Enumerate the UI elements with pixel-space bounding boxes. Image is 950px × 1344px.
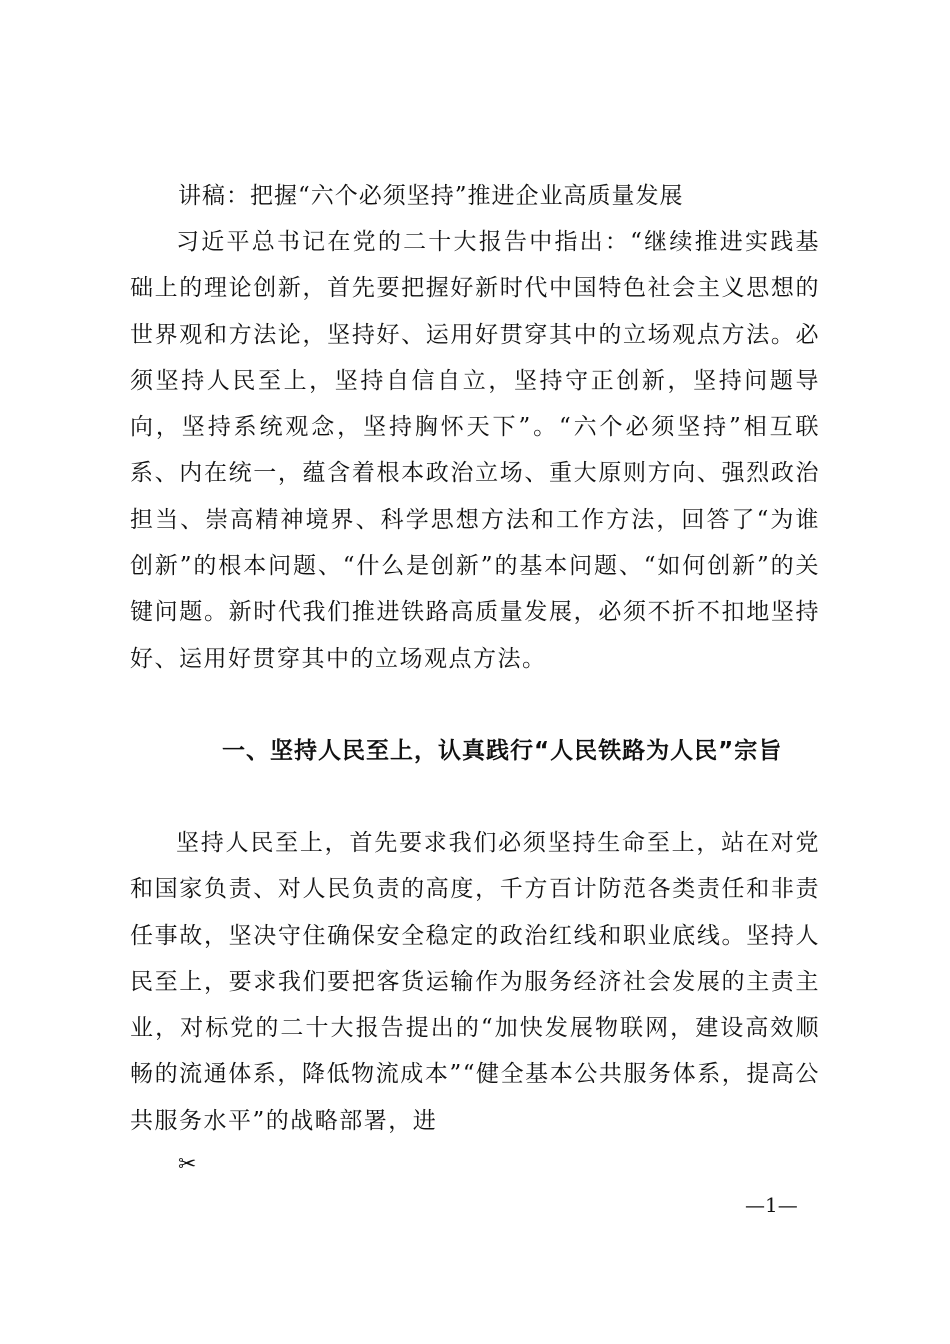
- document-title: 讲稿：把握“六个必须坚持”推进企业高质量发展: [178, 183, 684, 209]
- page-number: —1—: [745, 1193, 798, 1217]
- section-heading-1: 一、坚持人民至上，认真践行“人民铁路为人民”宗旨: [222, 738, 783, 764]
- paragraph-section-1: 坚持人民至上，首先要求我们必须坚持生命至上，站在对党和国家负责、对人民负责的高度，千方百计防范各类责任和非责任事故，坚决守住确保安全稳定的政治红线和职业底线。坚持人民至上，要求我们要把客货运输作为服务经济社会发展的主责主业，对标党的二十大报告提出的“加快发展物联网，建设高效顺畅的流通体系，降低物流成本”“健全基本公共服务体系，提高公共服务水平”的战略部署，进: [130, 830, 820, 1134]
- paragraph-intro: 习近平总书记在党的二十大报告中指出：“继续推进实践基础上的理论创新，首先要把握好新时代中国特色社会主义思想的世界观和方法论，坚持好、运用好贯穿其中的立场观点方法。必须坚持人民至上，坚持自信自立，坚持守正创新，坚持问题导向，坚持系统观念，坚持胸怀天下”。“六个必须坚持”相互联系、内在统一，蕴含着根本政治立场、重大原则方向、强烈政治担当、崇高精神境界、科学思想方法和工作方法，回答了“为谁创新”的根本问题、“什么是创新”的基本问题、“如何创新”的关键问题。新时代我们推进铁路高质量发展，必须不折不扣地坚持好、运用好贯穿其中的立场观点方法。: [130, 229, 820, 672]
- scissor-icon: ✂: [178, 1152, 197, 1177]
